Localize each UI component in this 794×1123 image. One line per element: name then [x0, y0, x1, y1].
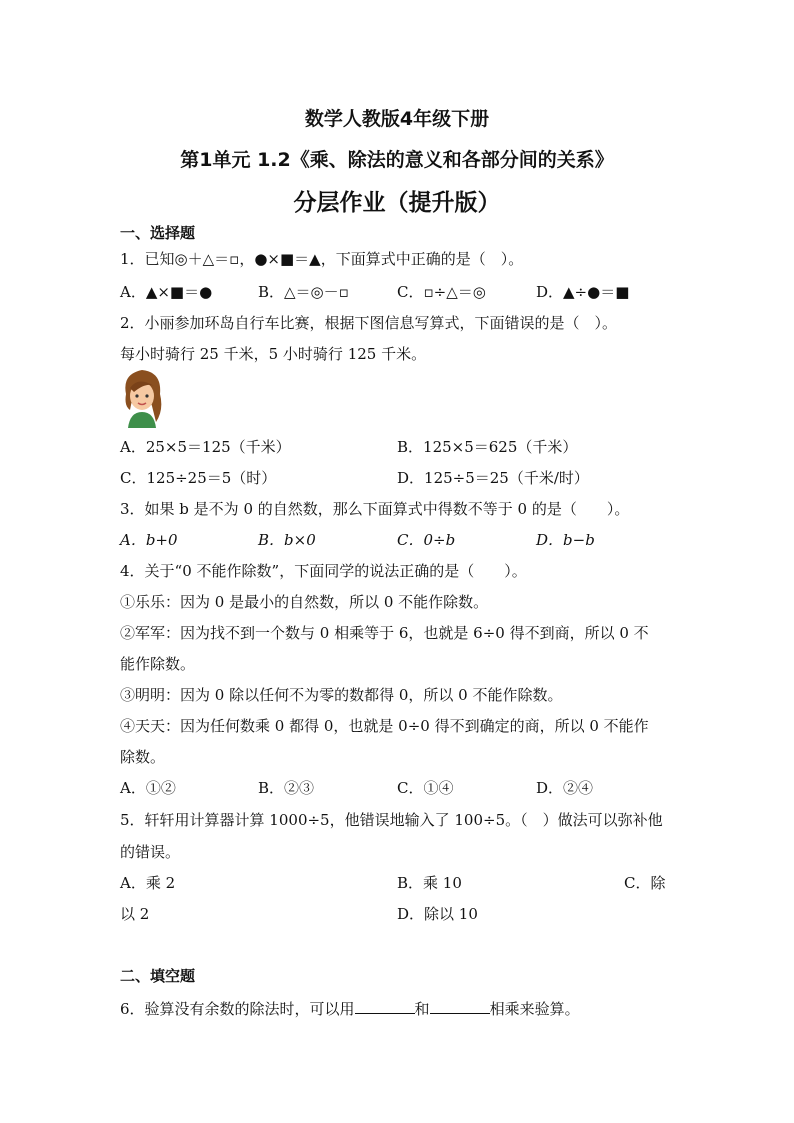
q5-option-d: D．除以 10: [397, 905, 478, 923]
question-1-stem: 1．已知◎＋△＝▫，●×■＝▲，下面算式中正确的是（ ）。: [120, 250, 524, 268]
q1-option-a: A．▲×■＝●: [120, 283, 213, 301]
q6-text-2: 和: [414, 1000, 430, 1018]
worksheet-heading: 分层作业（提升版）: [293, 190, 501, 216]
question-5-stem-cont: 的错误。: [120, 843, 181, 861]
question-6: [120, 998, 580, 1019]
q1-option-d: D．▲÷●＝■: [536, 283, 630, 301]
q3-option-c: C．0÷b: [397, 531, 456, 549]
document-title: 数学人教版4年级下册: [304, 108, 490, 130]
q6-blank-1[interactable]: [355, 999, 415, 1014]
q4-option-a: A．①②: [120, 779, 176, 797]
question-5-stem: 5．轩轩用计算器计算 1000÷5，他错误地输入了 100÷5。（ ）做法可以弥补他: [120, 811, 663, 829]
q1-option-b: B．△＝◎－▫: [258, 283, 349, 301]
q5-option-c: C．除: [624, 874, 666, 892]
q5-option-a: A．乘 2: [120, 874, 176, 892]
question-4-stem: 4．关于“0 不能作除数”，下面同学的说法正确的是（ ）。: [120, 562, 527, 580]
q4-statement-4-cont: 除数。: [120, 748, 166, 766]
unit-subtitle: 第1单元 1.2《乘、除法的意义和各部分间的关系》: [180, 149, 614, 171]
q6-text-3: 相乘来验算。: [489, 1000, 580, 1018]
question-2-info: 每小时骑行 25 千米，5 小时骑行 125 千米。: [120, 345, 427, 363]
q5-option-c-cont: 以 2: [120, 905, 150, 923]
q4-option-c: C．①④: [397, 779, 454, 797]
q4-option-d: D．②④: [536, 779, 594, 797]
q4-statement-4: ④天天：因为任何数乘 0 都得 0，也就是 0÷0 得不到确定的商，所以 0 不能作: [120, 717, 649, 735]
q2-option-a: A．25×5＝125（千米）: [120, 438, 291, 456]
section-fill-heading: 二、填空题: [120, 967, 196, 985]
q1-option-c: C．▫÷△＝◎: [397, 283, 486, 301]
q4-statement-3: ③明明：因为 0 除以任何不为零的数都得 0，所以 0 不能作除数。: [120, 686, 563, 704]
q3-option-d: D．b−b: [536, 531, 595, 549]
q4-statement-2-cont: 能作除数。: [120, 655, 196, 673]
q5-option-b: B．乘 10: [397, 874, 462, 892]
q6-blank-2[interactable]: [430, 999, 490, 1014]
q4-statement-1: ①乐乐：因为 0 是最小的自然数，所以 0 不能作除数。: [120, 593, 489, 611]
girl-cartoon-icon: [116, 366, 168, 428]
q2-option-b: B．125×5＝625（千米）: [397, 438, 578, 456]
q2-option-d: D．125÷5＝25（千米/时）: [397, 469, 589, 487]
question-3-stem: 3．如果 b 是不为 0 的自然数，那么下面算式中得数不等于 0 的是（ ）。: [120, 500, 630, 518]
section-choice-heading: 一、选择题: [120, 224, 196, 242]
q3-option-a: A．b+0: [120, 531, 178, 549]
q4-option-b: B．②③: [258, 779, 315, 797]
q3-option-b: B．b×0: [258, 531, 316, 549]
q2-option-c: C．125÷25＝5（时）: [120, 469, 277, 487]
question-2-stem: 2．小丽参加环岛自行车比赛，根据下图信息写算式，下面错误的是（ ）。: [120, 314, 618, 332]
q4-statement-2: ②军军：因为找不到一个数与 0 相乘等于 6，也就是 6÷0 得不到商，所以 0 不: [120, 624, 649, 642]
q6-text-1: 6．验算没有余数的除法时，可以用: [120, 1000, 355, 1018]
